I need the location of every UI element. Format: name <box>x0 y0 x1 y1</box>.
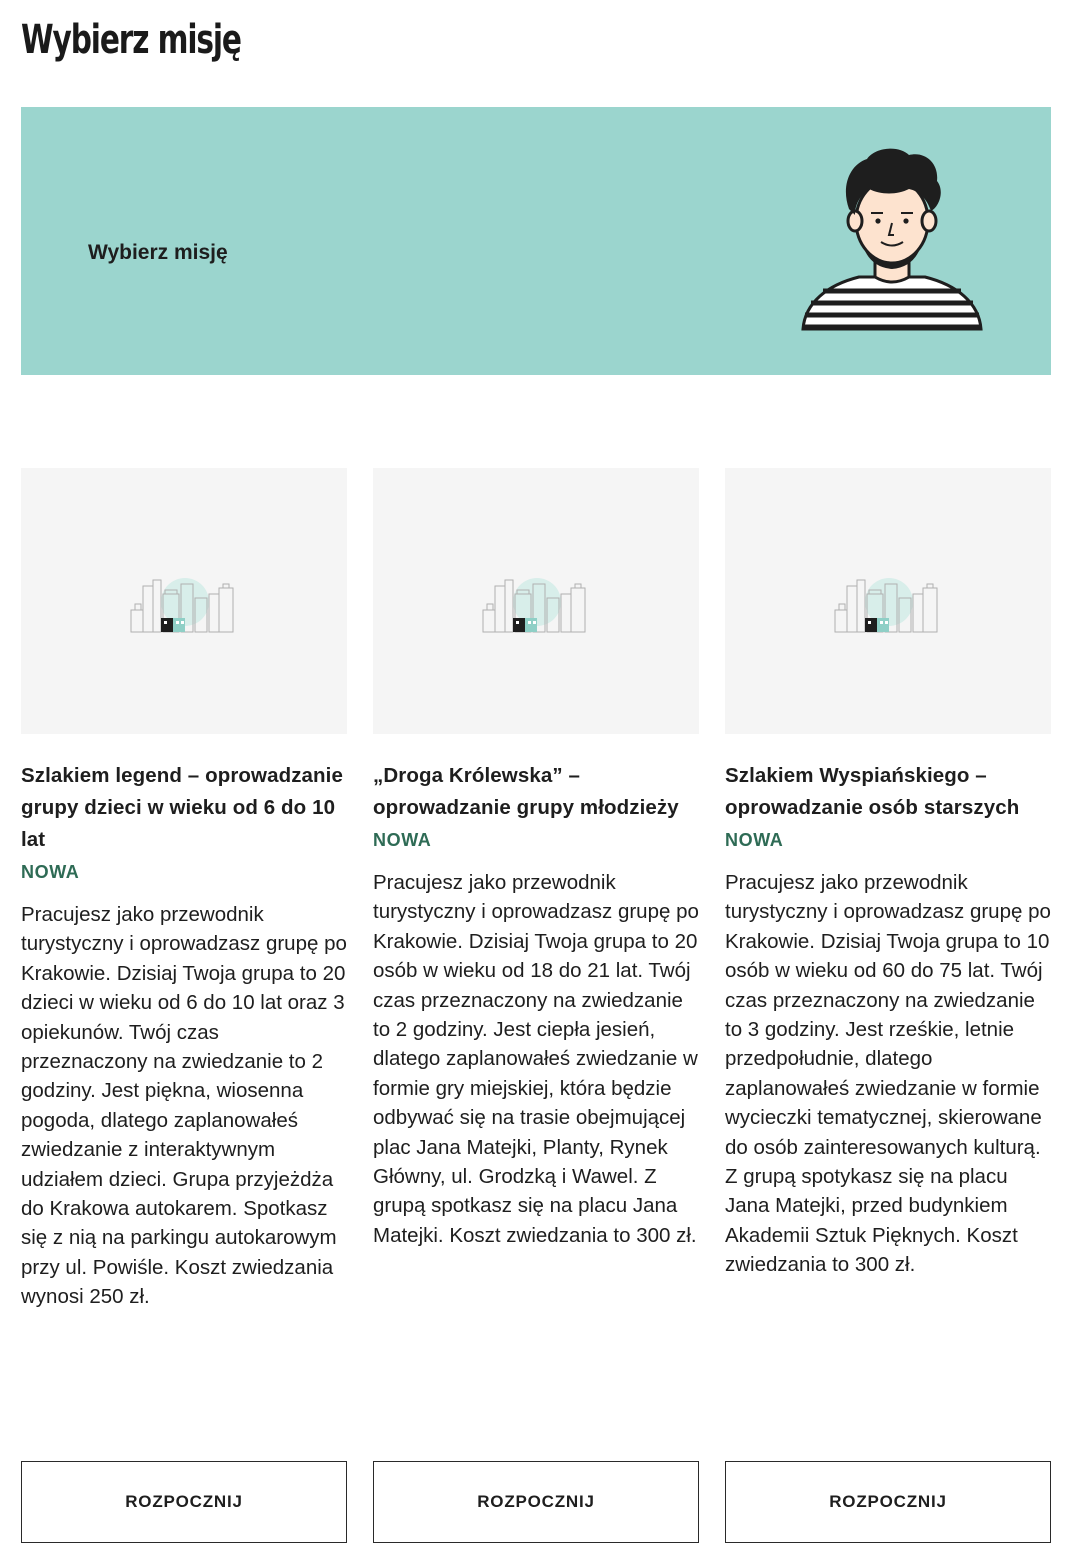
mission-card <box>725 468 1051 1280</box>
mission-title: Szlakiem Wyspiańskiego – oprowadzanie osób starszych <box>725 764 1020 819</box>
guide-avatar-icon <box>797 143 987 339</box>
mission-description: Pracujesz jako przewodnik turystyczny i oprowadzasz grupę po Krakowie. Dzisiaj Twoja grupa to 20 osób w wieku od 18 do 21 lat. Twój czas przeznaczony na zwiedzanie to 2 godziny. Jest ciepła jesień, dlatego zaplanowałeś zwiedzanie w formie gry miejskiej, która będzie odbywać się na trasie obejmującej plac Jana Matejki, Planty, Rynek Główny, ul. Grodzką i Wawel. Z grupą spotkasz się na placu Jana Matejki. Koszt zwiedzania to 300 zł. <box>373 871 699 1247</box>
mission-image <box>21 468 347 734</box>
page-title: Wybierz misję <box>21 17 241 63</box>
start-mission-button[interactable]: ROZPOCZNIJ <box>21 1461 347 1543</box>
city-buildings-icon <box>129 572 235 634</box>
city-buildings-icon <box>833 572 939 634</box>
start-mission-button[interactable]: ROZPOCZNIJ <box>373 1461 699 1543</box>
mission-banner <box>21 107 1051 375</box>
mission-description: Pracujesz jako przewodnik turystyczny i oprowadzasz grupę po Krakowie. Dzisiaj Twoja grupa to 20 dzieci w wieku od 6 do 10 lat oraz 3 opiekunów. Twój czas przeznaczony na zwiedzanie to 2 godziny. Jest piękna, wiosenna pogoda, dlatego zaplanowałeś zwiedzanie z interaktywnym udziałem dzieci. Grupa przyjeżdża do Krakowa autokarem. Spotkasz się z nią na parkingu autokarowym przy ul. Powiśle. Koszt zwiedzania wynosi 250 zł. <box>21 903 347 1309</box>
city-buildings-icon <box>481 572 587 634</box>
banner-text: Wybierz misję <box>88 241 228 264</box>
status-badge: NOWA <box>21 862 80 882</box>
status-badge: NOWA <box>373 830 432 850</box>
mission-title: Szlakiem legend – oprowadzanie grupy dzieci w wieku od 6 do 10 lat <box>21 764 343 851</box>
status-badge: NOWA <box>725 830 784 850</box>
mission-title: „Droga Królewska” – oprowadzanie grupy młodzieży <box>373 764 679 819</box>
mission-card <box>21 468 347 1312</box>
start-mission-button[interactable]: ROZPOCZNIJ <box>725 1461 1051 1543</box>
mission-description: Pracujesz jako przewodnik turystyczny i oprowadzasz grupę po Krakowie. Dzisiaj Twoja grupa to 10 osób w wieku od 60 do 75 lat. Twój czas przeznaczony na zwiedzanie to 3 godziny. Jest rześkie, letnie przedpołudnie, dlatego zaplanowałeś zwiedzanie w formie wycieczki tematycznej, skierowane do osób zainteresowanych kulturą. Z grupą spotykasz się na placu Jana Matejki, przed budynkiem Akademii Sztuk Pięknych. Koszt zwiedzania to 300 zł. <box>725 871 1051 1277</box>
mission-image <box>725 468 1051 734</box>
mission-card <box>373 468 699 1250</box>
mission-image <box>373 468 699 734</box>
